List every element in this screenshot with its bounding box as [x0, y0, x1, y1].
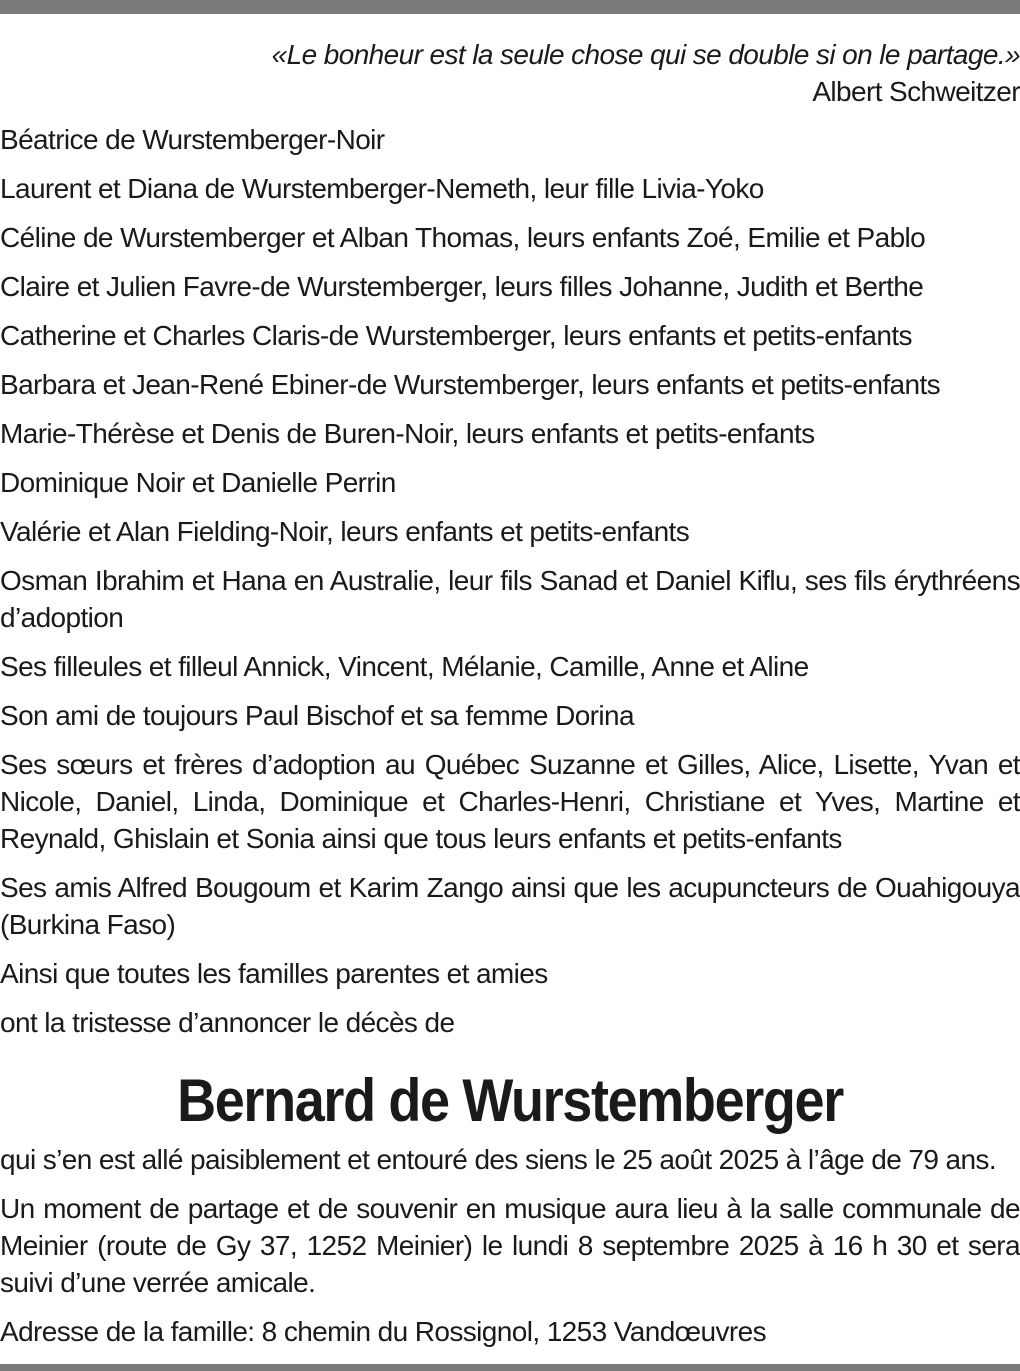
family-line: Béatrice de Wurstemberger-Noir: [0, 124, 385, 155]
family-line: Ses amis Alfred Bougoum et Karim Zango ainsi que les acupuncteurs de Ouahigouya (Burkina Faso): [0, 872, 1020, 940]
family-line: Barbara et Jean-René Ebiner-de Wurstemberger, leurs enfants et petits-enfants: [0, 369, 941, 400]
family-line: Ainsi que toutes les familles parentes et amies: [0, 958, 548, 989]
family-line: Ses sœurs et frères d’adoption au Québec Suzanne et Gilles, Alice, Lisette, Yvan et Nicole, Daniel, Linda, Dominique et Charles-Henri, Christiane et Yves, Martine et Reynald, Ghislain et Sonia ainsi que tous leurs enfants et petits-enfants: [0, 749, 1020, 854]
family-line: Dominique Noir et Danielle Perrin: [0, 467, 396, 498]
family-line: Ses filleules et filleul Annick, Vincent, Mélanie, Camille, Anne et Aline: [0, 651, 809, 682]
top-border-bar: [0, 0, 1020, 14]
bottom-border-bar: [0, 1364, 1020, 1371]
death-details: qui s’en est allé paisiblement et entouré des siens le 25 août 2025 à l’âge de 79 ans.: [0, 1144, 997, 1175]
family-line: Céline de Wurstemberger et Alban Thomas, leurs enfants Zoé, Emilie et Pablo: [0, 222, 926, 253]
announcement-line: ont la tristesse d’annoncer le décès de: [0, 1007, 455, 1038]
ceremony-details: Un moment de partage et de souvenir en musique aura lieu à la salle communale de Meinier (route de Gy 37, 1252 Meinier) le lundi 8 septembre 2025 à 16 h 30 et sera suivi d’une verrée amicale.: [0, 1193, 1020, 1298]
deceased-name: Bernard de Wurstemberger: [177, 1067, 843, 1134]
family-line: Marie-Thérèse et Denis de Buren-Noir, leurs enfants et petits-enfants: [0, 418, 815, 449]
family-line: Valérie et Alan Fielding-Noir, leurs enfants et petits-enfants: [0, 516, 690, 547]
obituary-notice: [0, 30, 1020, 1362]
family-address: Adresse de la famille: 8 chemin du Rossignol, 1253 Vandœuvres: [0, 1316, 766, 1347]
family-line: Claire et Julien Favre-de Wurstemberger, leurs filles Johanne, Judith et Berthe: [0, 271, 924, 302]
family-line: Osman Ibrahim et Hana en Australie, leur fils Sanad et Daniel Kiflu, ses fils érythréens d’adoption: [0, 565, 1020, 633]
epigraph-author: Albert Schweitzer: [812, 76, 1020, 107]
family-line: Laurent et Diana de Wurstemberger-Nemeth, leur fille Livia-Yoko: [0, 173, 764, 204]
family-line: Son ami de toujours Paul Bischof et sa femme Dorina: [0, 700, 634, 731]
family-line: Catherine et Charles Claris-de Wurstemberger, leurs enfants et petits-enfants: [0, 320, 912, 351]
epigraph-quote: «Le bonheur est la seule chose qui se double si on le partage.»: [271, 39, 1020, 70]
